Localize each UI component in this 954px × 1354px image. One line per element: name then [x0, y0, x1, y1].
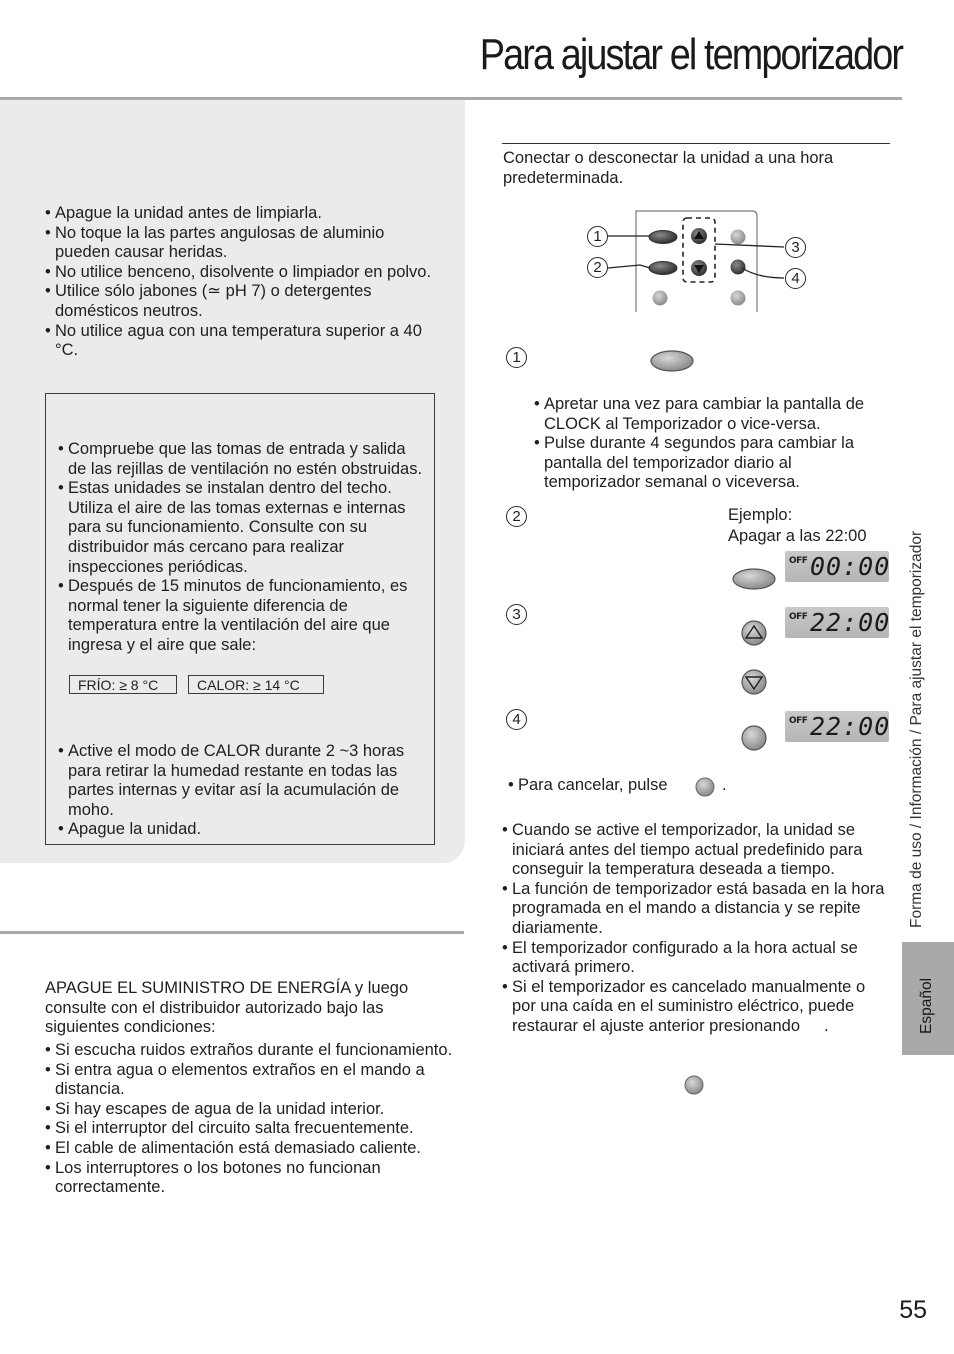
diagram-set-button: [649, 262, 677, 275]
list-item: • Si escucha ruidos extraños durante el funcionamiento.: [45, 1041, 453, 1061]
diagram-callout-3: 3: [785, 237, 806, 258]
list-item: • Cuando se active el temporizador, la unidad se iniciará antes del tiempo actual predefinido para conseguir la temperatura deseada a tiempo.: [502, 821, 887, 880]
lcd-time: 22:00: [810, 712, 891, 741]
list-item: • Pulse durante 4 segundos para cambiar la pantalla del temporizador diario al temporizador semanal o viceversa.: [534, 434, 879, 493]
info-lead: [45, 979, 450, 1038]
drying-list: [58, 742, 426, 840]
lcd-time: 00:00: [810, 552, 891, 581]
cool-temp-tag: FRÍO: ≥ 8 °C: [69, 675, 177, 694]
list-item: • Utilice sólo jabones (≃ pH 7) o detergentes domésticos neutros.: [45, 282, 435, 321]
cleaning-list: [45, 204, 435, 361]
list-item: • Si hay escapes de agua de la unidad interior.: [45, 1100, 453, 1120]
step-1-number: 1: [506, 347, 527, 368]
timer-notes: [502, 821, 887, 1037]
example-label: Ejemplo:: [728, 506, 793, 524]
list-item: • El temporizador configurado a la hora actual se activará primero.: [502, 939, 887, 978]
list-item: • No toque la las partes angulosas de aluminio pueden causar heridas.: [45, 224, 435, 263]
lcd-off-tag: OFF: [789, 556, 808, 566]
diagram-callout-2: 2: [587, 257, 608, 278]
list-item: • Después de 15 minutos de funcionamiento, es normal tener la siguiente diferencia de temperatura entre la ventilación del aire que ingresa y el aire que sale:: [58, 577, 426, 655]
info-lead-rest: y luego consulte con el distribuidor autorizado bajo las siguientes condiciones:: [45, 979, 409, 1037]
list-item: • Compruebe que las tomas de entrada y salida de las rejillas de ventilación no estén obstruidas.: [58, 440, 426, 479]
list-item: [502, 978, 887, 1037]
lcd-display-1: [785, 551, 889, 582]
list-item: • Apague la unidad antes de limpiarla.: [45, 204, 435, 224]
list-item: • Estas unidades se instalan dentro del techo. Utiliza el aire de las tomas externas e internas para su funcionamiento. Consulte con su distribuidor más cercano para realizar inspecciones periódicas.: [58, 479, 426, 577]
step-3-number: 3: [506, 604, 527, 625]
last-note-text: Si el temporizador es cancelado manualmente o por una caída en el suministro eléctrico, puede restaurar el ajuste anterior presionando: [512, 977, 866, 1035]
list-item: • La función de temporizador está basada en la hora programada en el mando a distancia y se repite diariamente.: [502, 880, 887, 939]
lcd-time: 22:00: [810, 608, 891, 637]
diagram-timer-button: [649, 231, 677, 244]
list-item: • El cable de alimentación está demasiado caliente.: [45, 1139, 453, 1159]
lcd-off-tag: OFF: [789, 612, 808, 622]
lcd-display-2: [785, 607, 889, 638]
lcd-off-tag: OFF: [789, 716, 808, 726]
timer-rule: [502, 143, 890, 144]
page-title: Para ajustar el temporizador: [479, 30, 902, 79]
list-item: • No utilice benceno, disolvente o limpiador en polvo.: [45, 263, 435, 283]
list-item: • Apague la unidad.: [58, 820, 426, 840]
info-list: [45, 1041, 453, 1198]
list-item: • Si entra agua o elementos extraños en el mando a distancia.: [45, 1061, 453, 1100]
timer-intro: Conectar o desconectar la unidad a una hora predeterminada.: [503, 149, 834, 187]
list-item: • Si el interruptor del circuito salta frecuentemente.: [45, 1119, 453, 1139]
example-text: Apagar a las 22:00: [728, 527, 867, 545]
step-1-list: [534, 395, 879, 493]
cancel-text: Para cancelar, pulse: [518, 776, 668, 794]
list-item: • Los interruptores o los botones no funcionan correctamente.: [45, 1159, 453, 1198]
list-item: • No utilice agua con una temperatura superior a 40 °C.: [45, 322, 435, 361]
last-note-end: .: [824, 1016, 829, 1035]
language-tab: [902, 942, 954, 1055]
side-section-label: Forma de uso / Información / Para ajustar el temporizador: [908, 530, 925, 928]
list-item: • Apretar una vez para cambiar la pantalla de CLOCK al Temporizador o vice-versa.: [534, 395, 879, 434]
info-rule: [0, 931, 464, 934]
info-lead-caps: APAGUE EL SUMINISTRO DE ENERGÍA: [45, 979, 351, 997]
language-tab-label: Español: [918, 977, 935, 1034]
page-number: 55: [899, 1296, 927, 1324]
heat-temp-tag: CALOR: ≥ 14 °C: [188, 675, 324, 694]
diagram-callout-1: 1: [587, 226, 608, 247]
list-item: [508, 776, 708, 796]
diagram-callout-4: 4: [785, 268, 806, 289]
lcd-display-3: [785, 711, 889, 742]
step-2-number: 2: [506, 506, 527, 527]
step-4-number: 4: [506, 709, 527, 730]
list-item: • Active el modo de CALOR durante 2 ~3 horas para retirar la humedad restante en todas las partes internas y evitar así la acumulación de moho.: [58, 742, 426, 820]
cancel-end: .: [722, 776, 727, 794]
inspection-list: [58, 440, 426, 656]
cancel-note: [508, 776, 708, 796]
